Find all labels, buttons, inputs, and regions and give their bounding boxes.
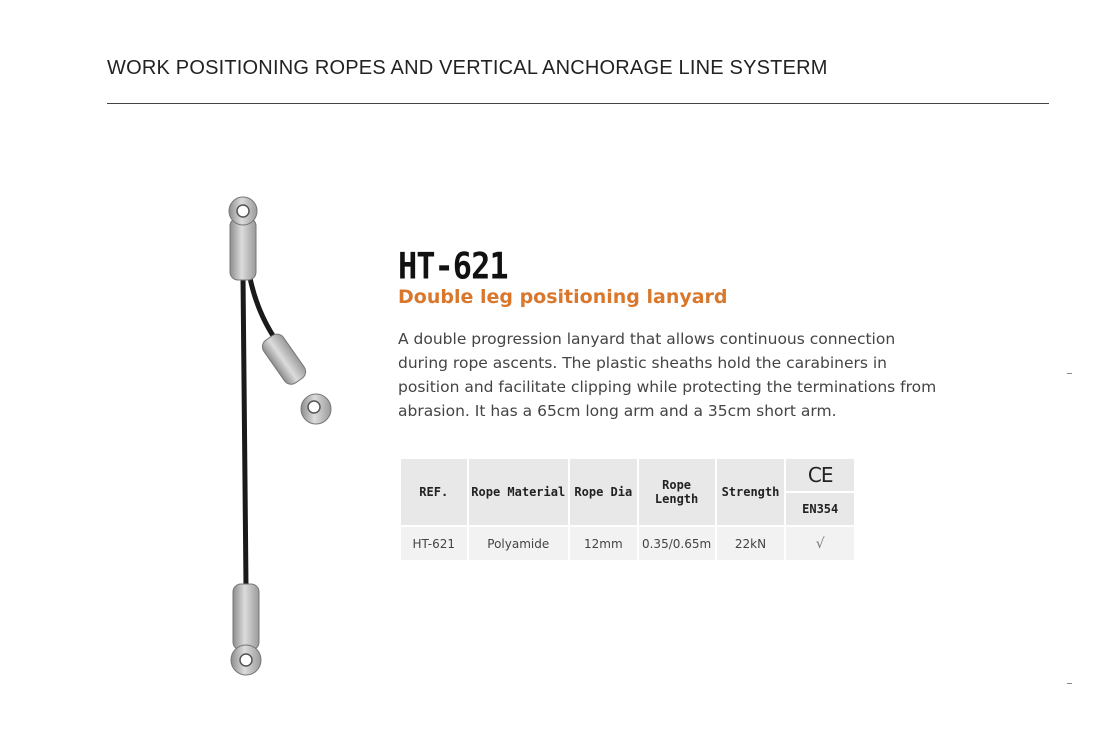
ce-mark-label: CE <box>807 463 833 487</box>
ce-mark-icon <box>785 458 855 492</box>
margin-tick <box>1067 683 1072 684</box>
table-row <box>400 526 855 561</box>
col-header-rope-length: Rope Length <box>638 458 716 526</box>
col-header-standard: EN354 <box>785 492 855 526</box>
product-code: HT-621 <box>398 244 508 288</box>
double-leg-lanyard-icon <box>210 186 350 686</box>
product-description: A double progression lanyard that allows continuous connection during rope ascents. The plastic sheaths hold the carabiners in position and facilitate clipping while protecting the terminations from abrasion. It has a 65cm long arm and a 35cm short arm. <box>398 330 937 420</box>
col-header-rope-material: Rope Material <box>468 458 570 526</box>
col-header-strength: Strength <box>716 458 786 526</box>
product-subtitle: Double leg positioning lanyard <box>398 286 728 308</box>
cell-ref: HT-621 <box>400 526 468 561</box>
col-header-ref: REF. <box>400 458 468 526</box>
cell-rope-length: 0.35/0.65m <box>638 526 716 561</box>
col-header-rope-dia: Rope Dia <box>569 458 638 526</box>
page-header-title: WORK POSITIONING ROPES AND VERTICAL ANCHORAGE LINE SYSTERM <box>107 57 828 79</box>
cell-strength: 22kN <box>716 526 786 561</box>
cell-rope-material: Polyamide <box>468 526 570 561</box>
cell-rope-dia: 12mm <box>569 526 638 561</box>
header-divider <box>107 103 1049 104</box>
margin-tick <box>1067 373 1072 374</box>
cell-compliance-check: √ <box>785 526 855 561</box>
spec-table <box>399 457 856 562</box>
